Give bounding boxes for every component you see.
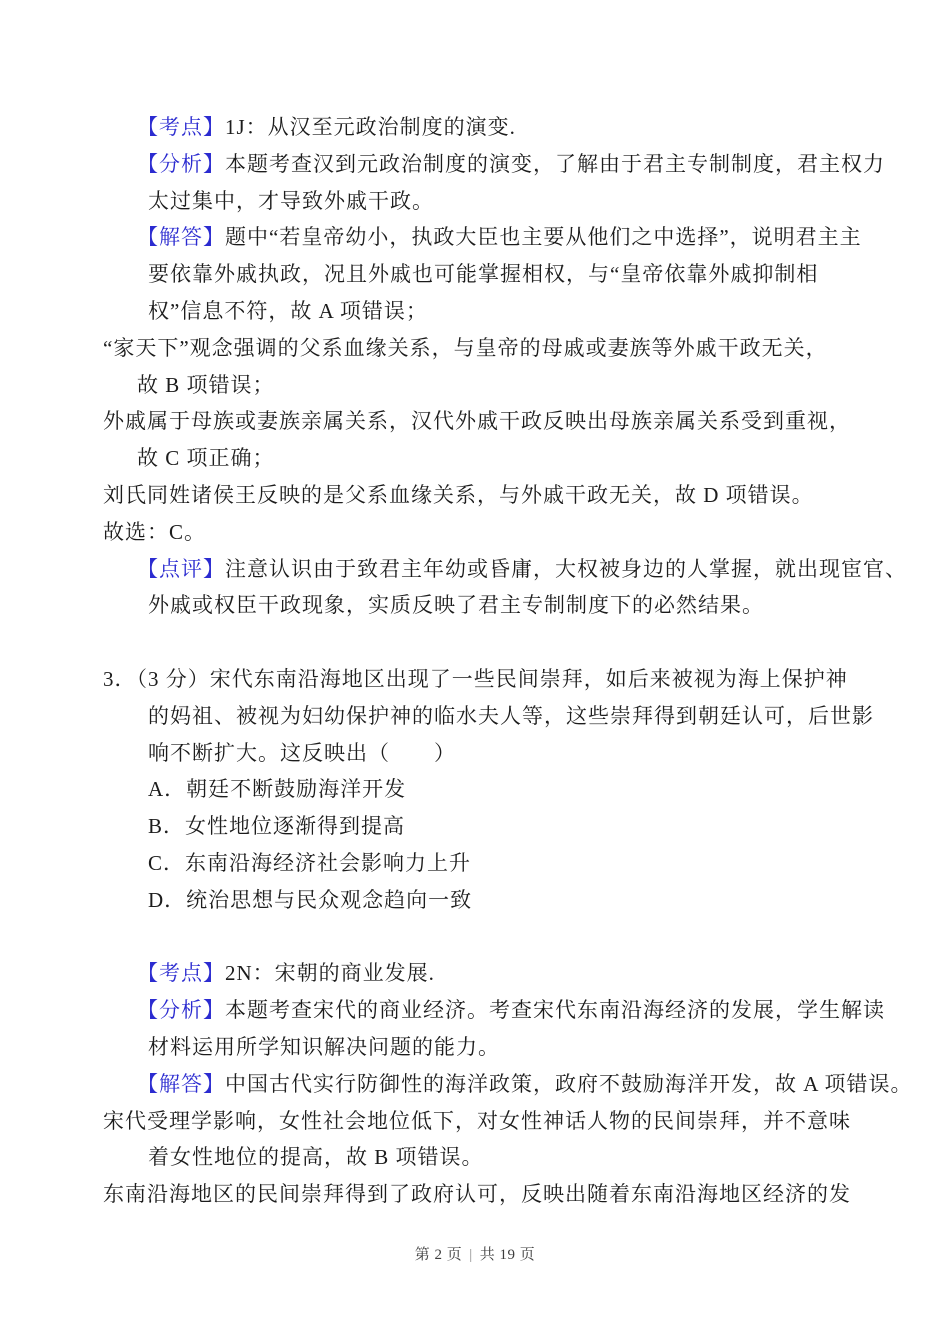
footer-total-pages: 共 19 页 [479,1247,536,1263]
q2-para-b-text-1: “家天下”观念强调的父系血缘关系，与皇帝的母戚或妻族等外戚干政无关， [103,335,828,360]
q3-fenxi-text-1: 本题考查宋代的商业经济。考查宋代东南沿海经济的发展，学生解读 [225,998,885,1023]
q2-conclusion-text: 故选：C。 [103,519,207,544]
q2-dianping-line-1 [103,551,907,588]
q2-para-b-line-2 [103,367,883,404]
q2-dianping-text-2: 外戚或权臣干政现象，实质反映了君主专制制度下的必然结果。 [148,593,764,618]
q2-conclusion-line [103,514,883,551]
q2-fenxi-text-2: 太过集中，才导致外戚干政。 [148,188,434,213]
page-footer [0,1246,950,1264]
footer-separator: | [469,1247,473,1263]
q3-stem-line-1 [103,661,883,698]
q3-option-c [103,845,883,882]
q3-para-c-text-1: 东南沿海地区的民间崇拜得到了政府认可，反映出随着东南沿海地区经济的发 [103,1182,851,1207]
jieda-label: 【解答】 [137,225,225,250]
q3-jieda-text-1: 中国古代实行防御性的海洋政策，政府不鼓励海洋开发，故 A 项错误。 [225,1071,913,1096]
q3-jieda-line-1 [103,1066,913,1103]
q2-jieda-line-2 [103,256,883,293]
blank-line [103,624,883,661]
q3-option-b [103,808,883,845]
q3-stem-line-2 [103,698,883,735]
q3-stem-text-1: 3．（3 分）宋代东南沿海地区出现了一些民间崇拜，如后来被视为海上保护神 [103,666,848,691]
q3-option-d-text: D．统治思想与民众观念趋向一致 [148,887,473,912]
q3-fenxi-line-2 [103,1029,883,1066]
q2-fenxi-line-1 [103,146,883,183]
fenxi-label: 【分析】 [137,998,225,1023]
q2-dianping-line-2 [103,587,883,624]
q3-para-b-line-2 [103,1139,883,1176]
q2-para-d-text: 刘氏同姓诸侯王反映的是父系血缘关系，与外戚干政无关，故 D 项错误。 [103,482,814,507]
q2-fenxi-text-1: 本题考查汉到元政治制度的演变，了解由于君主专制制度，君主权力 [225,151,885,176]
jieda-label: 【解答】 [137,1071,225,1096]
q2-para-c-line-1 [103,403,883,440]
q3-kaodian-text: 2N：宋朝的商业发展. [225,961,435,986]
q3-option-b-text: B．女性地位逐渐得到提高 [148,814,406,839]
q3-stem-text-3: 响不断扩大。这反映出（ ） [148,740,456,765]
kaodian-label: 【考点】 [137,115,225,139]
q2-jieda-text-3: 权”信息不符，故 A 项错误； [148,298,428,323]
blank-line [103,919,883,956]
q3-kaodian-line [103,955,883,992]
q2-kaodian-text: 1J：从汉至元政治制度的演变. [225,115,516,139]
q2-fenxi-line-2 [103,183,883,220]
q2-para-d-line [103,477,883,514]
q2-para-c-line-2 [103,440,883,477]
q2-para-c-text-1: 外戚属于母族或妻族亲属关系，汉代外戚干政反映出母族亲属关系受到重视， [103,409,851,434]
q2-jieda-text-2: 要依靠外戚执政，况且外戚也可能掌握相权，与“皇帝依靠外戚抑制相 [148,262,819,287]
q2-kaodian-line [103,109,883,146]
fenxi-label: 【分析】 [137,151,225,176]
q2-jieda-line-1 [103,219,883,256]
footer-current-page: 第 2 页 [414,1247,463,1263]
q2-dianping-text-1: 注意认识由于致君主年幼或昏庸，大权被身边的人掌握，就出现宦官、 [225,556,907,581]
q3-fenxi-text-2: 材料运用所学知识解决问题的能力。 [148,1034,500,1059]
q2-para-c-text-2: 故 C 项正确； [137,446,275,471]
q2-para-b-text-2: 故 B 项错误； [137,372,275,397]
q3-stem-line-3 [103,735,883,772]
q3-stem-text-2: 的妈祖、被视为妇幼保护神的临水夫人等，这些崇拜得到朝廷认可，后世影 [148,703,874,728]
q3-option-d [103,882,883,919]
q2-jieda-text-1: 题中“若皇帝幼小，执政大臣也主要从他们之中选择”，说明君主主 [225,225,862,250]
q3-option-c-text: C．东南沿海经济社会影响力上升 [148,850,472,875]
q3-option-a [103,771,883,808]
q3-para-b-text-2: 着女性地位的提高，故 B 项错误。 [148,1145,484,1170]
q3-para-b-text-1: 宋代受理学影响，女性社会地位低下，对女性神话人物的民间崇拜，并不意味 [103,1108,851,1133]
q3-fenxi-line-1 [103,992,883,1029]
q3-para-b-line-1 [103,1103,883,1140]
q2-jieda-line-3 [103,293,883,330]
q3-para-c-line-1 [103,1176,883,1213]
q2-para-b-line-1 [103,330,883,367]
q3-option-a-text: A．朝廷不断鼓励海洋开发 [148,777,407,802]
kaodian-label: 【考点】 [137,961,225,986]
dianping-label: 【点评】 [137,556,225,581]
